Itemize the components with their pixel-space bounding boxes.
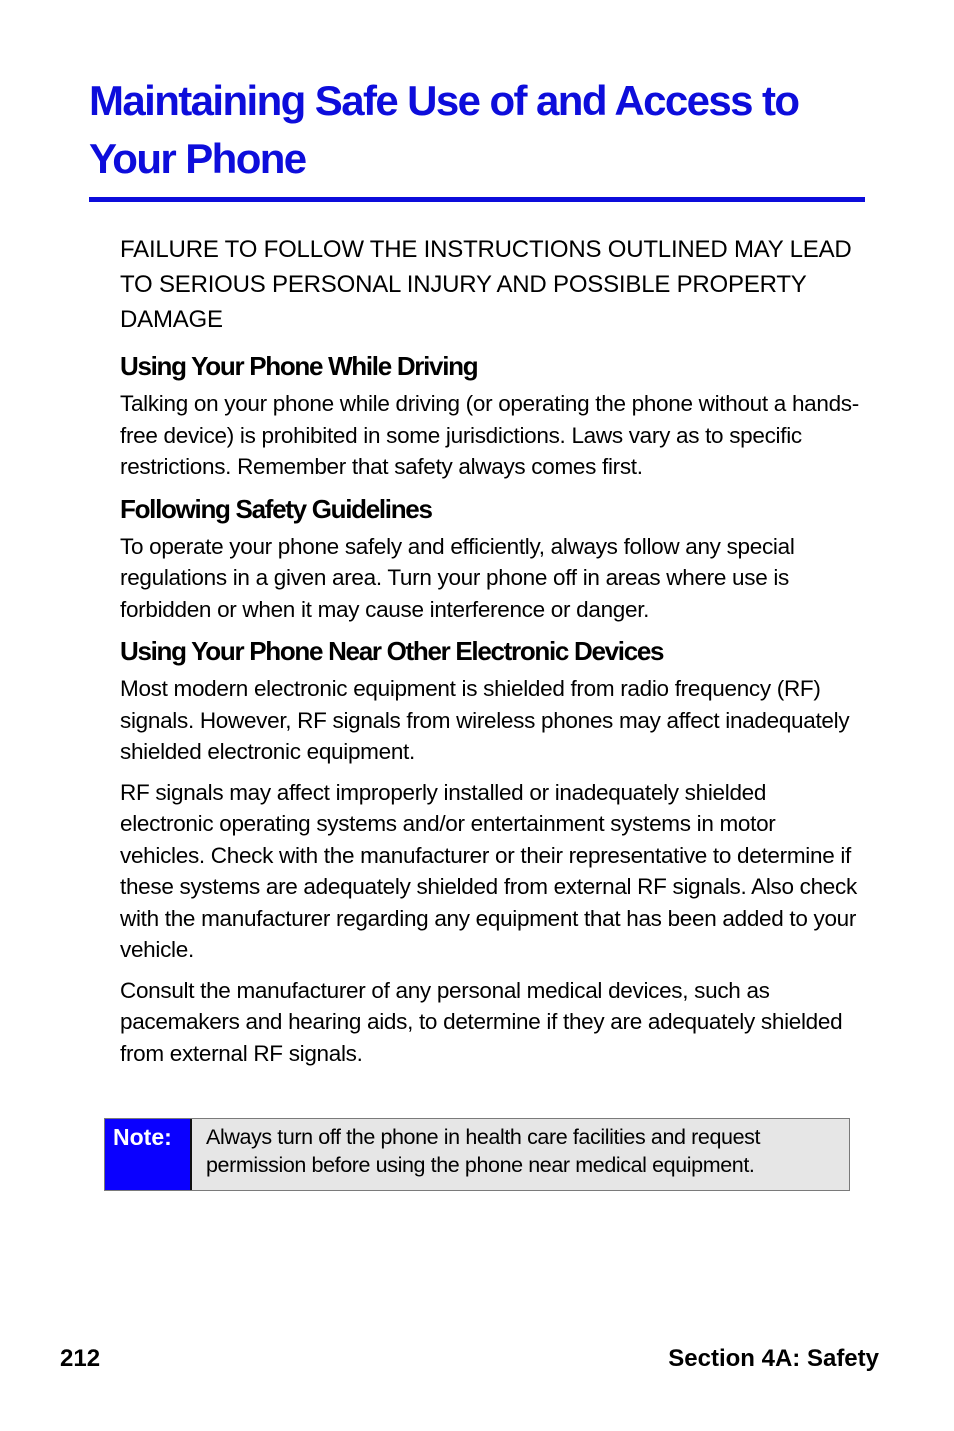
section-paragraph: RF signals may affect improperly installed or inadequately shielded electronic operating systems and/or entertainment systems in motor vehicles. Check with the manufacturer or their representative to determine if these systems are adequately shielded from external RF signals. Also check with the manufacturer regarding any equipment that has been added to your vehicle. <box>120 779 857 962</box>
section-heading-guidelines: Following Safety Guidelines <box>120 493 432 524</box>
page-number: 212 <box>60 1345 101 1372</box>
section-heading-electronic-devices: Using Your Phone Near Other Electronic Devices <box>120 636 664 666</box>
page-title: Maintaining Safe Use of and Access to Your Phone <box>89 77 799 182</box>
title-divider <box>89 197 865 202</box>
note-label: Note: <box>105 1119 192 1190</box>
warning-text: FAILURE TO FOLLOW THE INSTRUCTIONS OUTLINED MAY LEAD TO SERIOUS PERSONAL INJURY AND POSSIBLE PROPERTY DAMAGE <box>120 236 852 333</box>
section-paragraph: Consult the manufacturer of any personal medical devices, such as pacemakers and hearing aids, to determine if they are adequately shielded from external RF signals. <box>120 977 843 1066</box>
section-heading-driving: Using Your Phone While Driving <box>120 351 478 381</box>
section-paragraph: Talking on your phone while driving (or operating the phone without a hands-free device) is prohibited in some jurisdictions. Laws vary as to specific restrictions. Remember that safety always comes first. <box>120 391 859 479</box>
note-text: Always turn off the phone in health care facilities and request permission before using the phone near medical equipment. <box>206 1125 761 1177</box>
section-paragraph: Most modern electronic equipment is shielded from radio frequency (RF) signals. However, RF signals from wireless phones may affect inadequately shielded electronic equipment. <box>120 676 850 764</box>
note-box <box>104 1118 850 1191</box>
section-label: Section 4A: Safety <box>668 1345 879 1372</box>
main-content <box>120 232 865 1078</box>
section-paragraph: To operate your phone safely and efficiently, always follow any special regulations in a given area. Turn your phone off in areas where use is forbidden or when it may cause interference or danger. <box>120 533 795 622</box>
